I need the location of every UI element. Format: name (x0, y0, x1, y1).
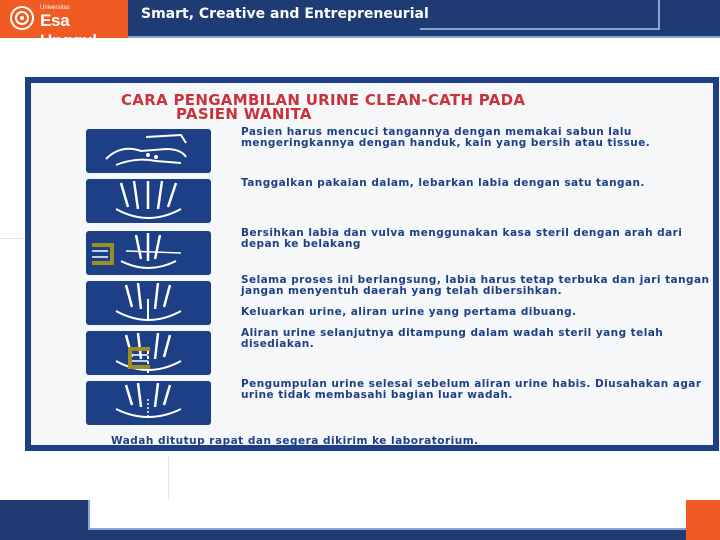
step-text-4: Selama proses ini berlangsung, labia harus tetap terbuka dan jari tangan jangan menyentuh daerah yang telah dibersihkan. (241, 274, 710, 297)
header-bar (0, 0, 720, 50)
step-illustration-handwash (86, 129, 211, 173)
poster-image (25, 77, 719, 451)
logo-name: Esa Unggul (40, 11, 97, 50)
poster-content (31, 83, 713, 445)
step-text-2: Tanggalkan pakaian dalam, lebarkan labia dengan satu tangan. (241, 177, 645, 189)
olive-arrow-icon (118, 345, 154, 371)
step-illustration-open (86, 281, 211, 325)
step-illustration-urine (86, 331, 211, 375)
poster-title-line: CARA PENGAMBILAN URINE CLEAN-CATH PADA (121, 91, 526, 109)
step-illustration-collect (86, 381, 211, 425)
hand-wash-icon (86, 129, 211, 173)
logo-subtitle: Universitas (40, 5, 70, 11)
labia-open-icon (86, 281, 211, 325)
olive-arrow-icon (88, 241, 124, 267)
poster-title (121, 93, 681, 121)
header-divider (128, 36, 720, 38)
step-illustration-labia (86, 179, 211, 223)
step-text-5: Keluarkan urine, aliran urine yang pertama dibuang. (241, 306, 577, 318)
header-frame-line (658, 0, 660, 28)
header-frame-line (420, 28, 660, 30)
step-text-6: Aliran urine selanjutnya ditampung dalam wadah steril yang telah disediakan. (241, 327, 664, 350)
poster-footer-note: Wadah ditutup rapat dan segera dikirim ke laboratorium. (111, 435, 479, 447)
step-text-3: Bersihkan labia dan vulva menggunakan kasa steril dengan arah dari depan ke belakang (241, 227, 683, 250)
step-text-1: Pasien harus mencuci tangannya dengan memakai sabun lalu mengeringkannya dengan handuk, kain yang bersih atau tissue. (241, 126, 651, 149)
footer-bar (0, 500, 720, 540)
footer-accent (686, 500, 720, 540)
logo-emblem-icon (10, 6, 34, 30)
slide-guide-line (168, 455, 169, 500)
step-illustration-clean (86, 231, 211, 275)
container-collect-icon (86, 381, 211, 425)
hand-spread-icon (86, 179, 211, 223)
footer-frame (88, 500, 688, 530)
step-text-7: Pengumpulan urine selesai sebelum aliran urine habis. Diusahakan agar urine tidak membasahi bagian luar wadah. (241, 378, 702, 401)
poster-title-line: PASIEN WANITA (176, 105, 312, 123)
university-logo[interactable] (0, 0, 128, 50)
university-tagline: Smart, Creative and Entrepreneurial (141, 6, 429, 22)
